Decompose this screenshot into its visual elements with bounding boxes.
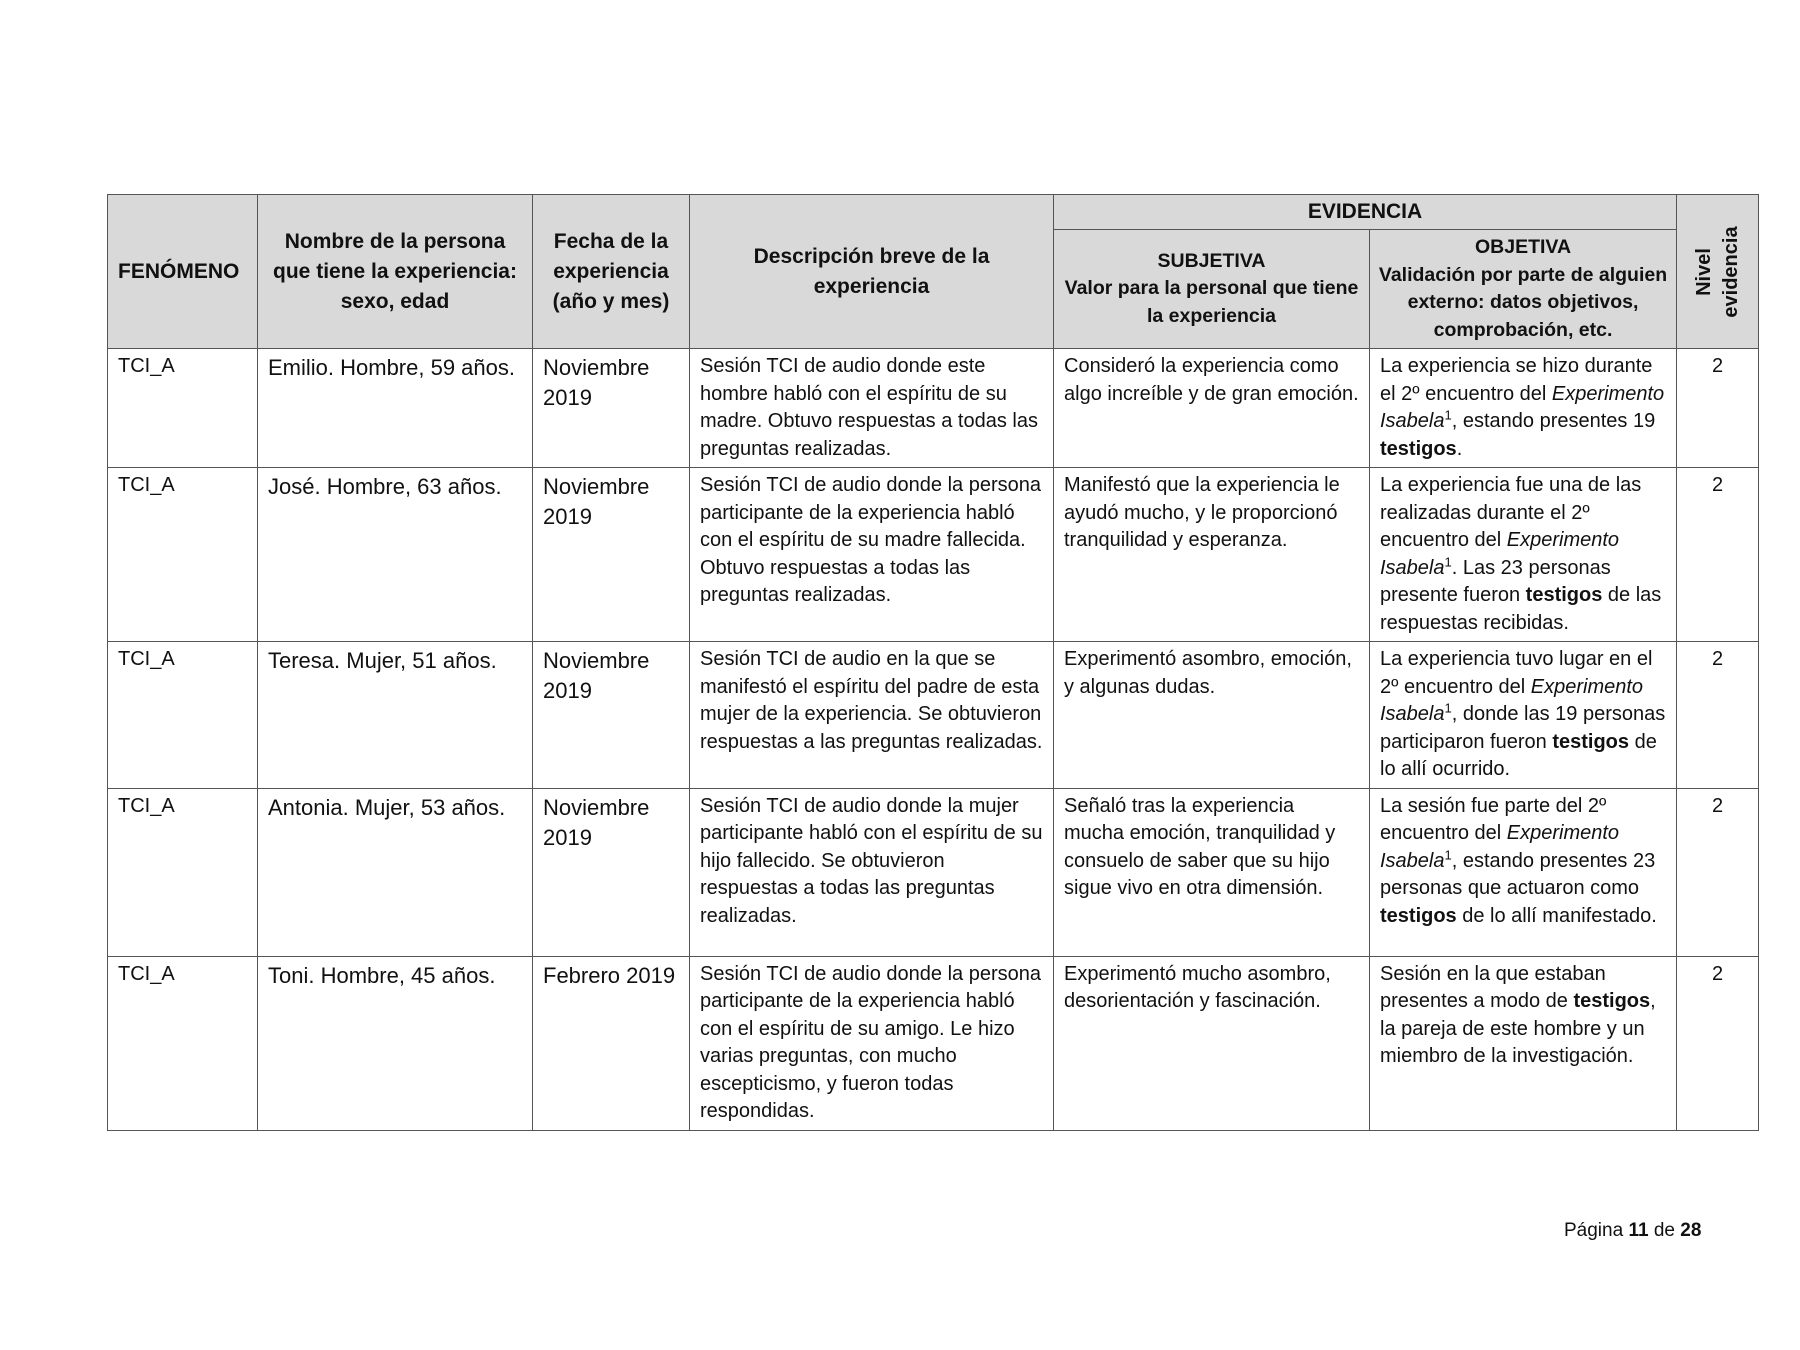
experiment-name: Experimento Isabela	[1380, 675, 1644, 725]
cell-nombre: Antonia. Mujer, 53 años.	[258, 788, 533, 956]
footnote-ref: 1	[1444, 407, 1452, 423]
header-nivel-line1: Nivel	[1692, 247, 1715, 296]
cell-subjetiva: Consideró la experiencia como algo increíble y de gran emoción.	[1054, 349, 1370, 468]
cell-descripcion: Sesión TCI de audio donde este hombre habló con el espíritu de su madre. Obtuvo respuestas a todas las preguntas realizadas.	[690, 349, 1054, 468]
objetiva-text: , estando presentes 23 personas que actuaron como	[1380, 849, 1656, 899]
cell-fenomeno: TCI_A	[108, 788, 258, 956]
cell-subjetiva: Experimentó asombro, emoción, y algunas dudas.	[1054, 642, 1370, 789]
header-fenomeno: FENÓMENO	[108, 195, 258, 349]
objetiva-text: La experiencia se hizo durante el 2º encuentro del	[1380, 355, 1653, 405]
header-nivel-line2: evidencia	[1719, 225, 1742, 318]
header-subjetiva	[1054, 230, 1370, 349]
cell-nivel: 2	[1677, 468, 1759, 642]
table-row	[108, 642, 1759, 789]
cell-fecha: Noviembre 2019	[533, 349, 690, 468]
header-evidencia: EVIDENCIA	[1054, 195, 1677, 230]
testigos-emphasis: testigos	[1552, 730, 1630, 753]
objetiva-text: La experiencia tuvo lugar en el 2º encuentro del	[1380, 648, 1653, 698]
objetiva-text: . Las 23 personas presente fueron	[1380, 556, 1611, 606]
header-objetiva-desc: Validación por parte de alguien externo: datos objetivos, comprobación, etc.	[1378, 263, 1668, 341]
cell-descripcion: Sesión TCI de audio donde la persona participante de la experiencia habló con el espíritu de su madre fallecida. Obtuvo respuestas a todas las preguntas realizadas.	[690, 468, 1054, 642]
page-total: 28	[1680, 1220, 1702, 1241]
testigos-emphasis: testigos	[1380, 437, 1457, 460]
objetiva-text: de lo allí manifestado.	[1456, 904, 1657, 927]
cell-subjetiva: Señaló tras la experiencia mucha emoción, tranquilidad y consuelo de saber que su hijo sigue vivo en otra dimensión.	[1054, 788, 1370, 956]
page-number	[1564, 1220, 1701, 1242]
cell-fenomeno: TCI_A	[108, 956, 258, 1130]
table-row	[108, 956, 1759, 1130]
cell-fecha: Noviembre 2019	[533, 468, 690, 642]
testigos-emphasis: testigos	[1525, 584, 1603, 606]
cell-objetiva	[1370, 788, 1677, 956]
objetiva-text: , estando presentes 19	[1451, 410, 1656, 432]
header-objetiva-title: OBJETIVA	[1474, 236, 1572, 258]
header-subjetiva-desc: Valor para la personal que tiene la experiencia	[1064, 277, 1359, 327]
header-nivel	[1677, 195, 1759, 349]
cell-fenomeno: TCI_A	[108, 642, 258, 789]
objetiva-text: Sesión en la que estaban presentes a modo de	[1380, 962, 1606, 1012]
page-of: de	[1653, 1220, 1675, 1241]
testigos-emphasis: testigos	[1380, 904, 1457, 927]
cell-nivel: 2	[1677, 788, 1759, 956]
experiment-name: Experimento Isabela	[1380, 822, 1620, 872]
objetiva-text: La experiencia fue una de las realizadas durante el 2º encuentro del	[1380, 474, 1642, 551]
header-subjetiva-title: SUBJETIVA	[1157, 249, 1266, 272]
cell-objetiva	[1370, 642, 1677, 789]
cell-nombre: Toni. Hombre, 45 años.	[258, 956, 533, 1130]
cell-nivel: 2	[1677, 642, 1759, 789]
testigos-emphasis: testigos	[1573, 990, 1651, 1012]
cell-fenomeno: TCI_A	[108, 468, 258, 642]
cell-fecha: Noviembre 2019	[533, 788, 690, 956]
cell-nombre: Emilio. Hombre, 59 años.	[258, 349, 533, 468]
cell-descripcion: Sesión TCI de audio en la que se manifestó el espíritu del padre de esta mujer de la experiencia. Se obtuvieron respuestas a las preguntas realizadas.	[690, 642, 1054, 789]
cell-objetiva	[1370, 956, 1677, 1130]
page-label: Página	[1564, 1220, 1624, 1241]
cell-subjetiva: Manifestó que la experiencia le ayudó mucho, y le proporcionó tranquilidad y esperanza.	[1054, 468, 1370, 642]
footnote-ref: 1	[1444, 846, 1452, 862]
cell-descripcion: Sesión TCI de audio donde la mujer participante habló con el espíritu de su hijo fallecido. Se obtuvieron respuestas a todas las preguntas realizadas.	[690, 788, 1054, 956]
cell-objetiva	[1370, 349, 1677, 468]
page-current: 11	[1628, 1220, 1649, 1241]
cell-nombre: José. Hombre, 63 años.	[258, 468, 533, 642]
header-fecha: Fecha de la experiencia (año y mes)	[533, 195, 690, 349]
experiment-name: Experimento Isabela	[1380, 529, 1620, 579]
cell-descripcion: Sesión TCI de audio donde la persona participante de la experiencia habló con el espíritu de su amigo. Le hizo varias preguntas, con mucho escepticismo, y fueron todas respondidas.	[690, 956, 1054, 1130]
table-row	[108, 349, 1759, 468]
cell-fecha: Noviembre 2019	[533, 642, 690, 789]
objetiva-text: de lo allí ocurrido.	[1380, 730, 1657, 780]
cell-objetiva	[1370, 468, 1677, 642]
cell-nivel: 2	[1677, 956, 1759, 1130]
table-row	[108, 788, 1759, 956]
objetiva-text: , donde las 19 personas participaron fueron	[1380, 703, 1666, 753]
objetiva-text: , la pareja de este hombre y un miembro de la investigación.	[1380, 990, 1656, 1067]
objetiva-text: de las respuestas recibidas.	[1380, 584, 1662, 634]
experiment-name: Experimento Isabela	[1380, 382, 1665, 432]
cell-fecha: Febrero 2019	[533, 956, 690, 1130]
header-objetiva	[1370, 230, 1677, 349]
cell-nivel: 2	[1677, 349, 1759, 468]
cell-nombre: Teresa. Mujer, 51 años.	[258, 642, 533, 789]
footnote-ref: 1	[1444, 553, 1452, 569]
objetiva-text: La sesión fue parte del 2º encuentro del	[1380, 794, 1607, 844]
header-descripcion: Descripción breve de la experiencia	[690, 195, 1054, 349]
cell-subjetiva: Experimentó mucho asombro, desorientación y fascinación.	[1054, 956, 1370, 1130]
experience-table	[107, 194, 1759, 1131]
header-nombre: Nombre de la persona que tiene la experiencia: sexo, edad	[258, 195, 533, 349]
cell-fenomeno: TCI_A	[108, 349, 258, 468]
table-row	[108, 468, 1759, 642]
footnote-ref: 1	[1444, 700, 1452, 716]
objetiva-text: .	[1456, 437, 1463, 460]
